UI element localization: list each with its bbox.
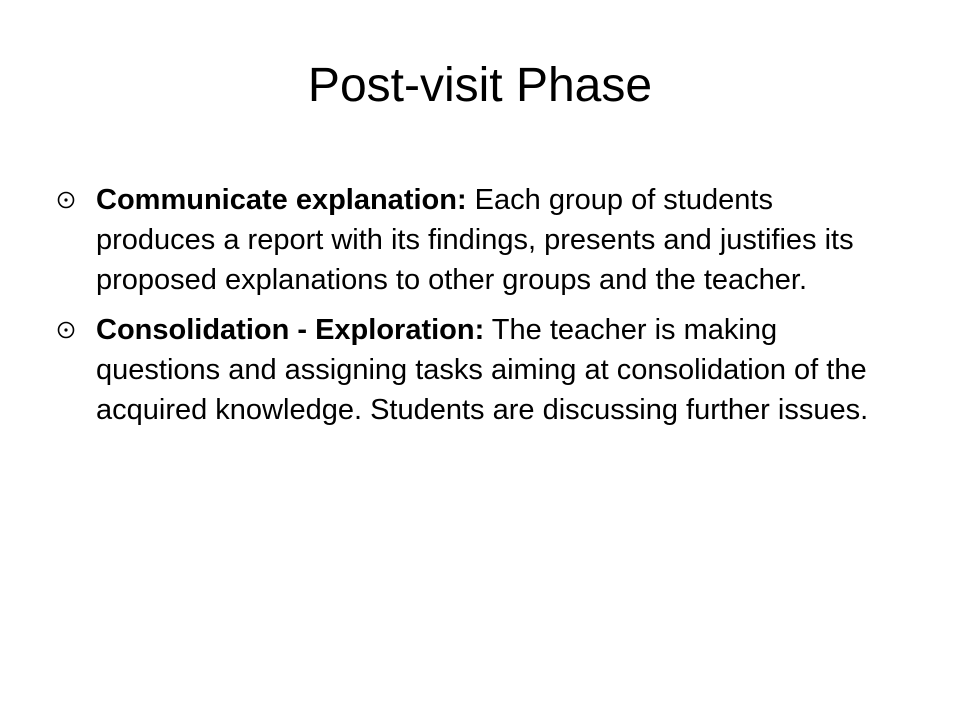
circle-dot-bullet-icon <box>52 310 80 350</box>
bullet-list <box>52 180 892 440</box>
bullet-item-consolidation-exploration <box>52 310 892 430</box>
circle-dot-bullet-icon <box>52 180 80 220</box>
bullet-term: Communicate explanation: <box>96 184 467 216</box>
bullet-text: Each group of students produces a report with its findings, presents and justifies its proposed explanations to other groups and the teacher. <box>96 184 854 296</box>
bullet-item-communicate-explanation <box>52 180 892 300</box>
slide-title: Post-visit Phase <box>307 59 653 112</box>
bullet-term: Consolidation - Exploration: <box>96 314 485 346</box>
bullet-text: The teacher is making questions and assigning tasks aiming at consolidation of the acquired knowledge. Students are discussing further issues. <box>96 314 869 426</box>
